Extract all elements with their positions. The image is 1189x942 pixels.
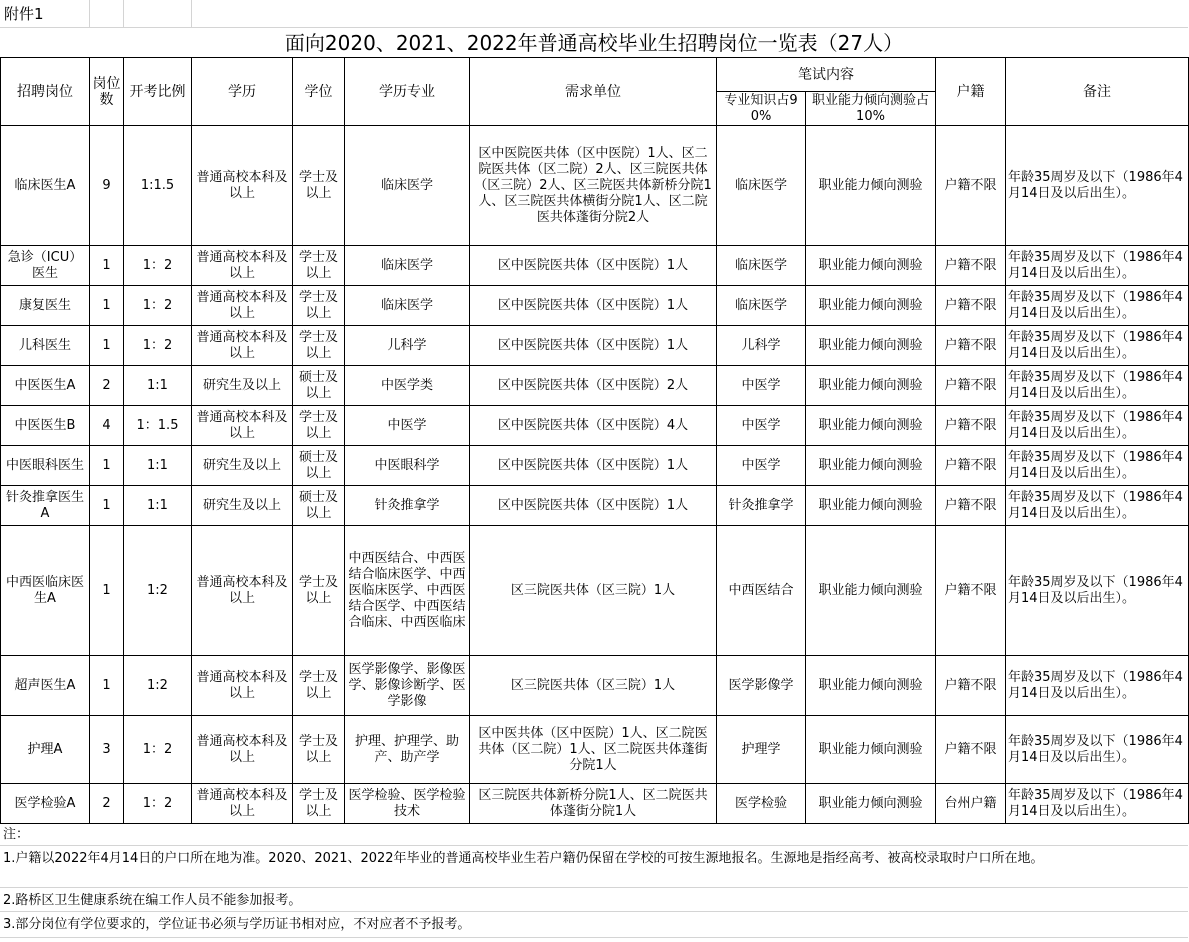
- cell-major: 医学检验、医学检验技术: [345, 784, 470, 824]
- page-title: 面向2020、2021、2022年普通高校毕业生招聘岗位一览表（27人）: [284, 31, 904, 55]
- cell-remarks: 年龄35周岁及以下（1986年4月14日及以后出生）。: [1006, 326, 1189, 366]
- cell-major: 针灸推拿学: [345, 486, 470, 526]
- header-exam: 笔试内容: [717, 58, 936, 92]
- cell-degree: 学士及以上: [293, 526, 345, 656]
- cell-unit: 区中医院医共体（区中医院）1人: [470, 446, 717, 486]
- table-row: [1, 406, 1189, 446]
- cell-education: 普通高校本科及以上: [192, 286, 293, 326]
- cell-hukou: 户籍不限: [936, 656, 1006, 716]
- cell-position: 中医医生A: [1, 366, 90, 406]
- cell-hukou: 户籍不限: [936, 286, 1006, 326]
- table-row: [1, 784, 1189, 824]
- cell-exam-professional: 医学检验: [717, 784, 806, 824]
- cell-exam-ability: 职业能力倾向测验: [806, 656, 936, 716]
- cell-remarks: 年龄35周岁及以下（1986年4月14日及以后出生）。: [1006, 526, 1189, 656]
- cell-major: 中西医结合、中西医结合临床医学、中西医临床医学、中西医结合医学、中西医结合临床、中西医临床: [345, 526, 470, 656]
- cell-exam-ability: 职业能力倾向测验: [806, 406, 936, 446]
- cell-count: 1: [90, 286, 124, 326]
- cell-count: 1: [90, 656, 124, 716]
- cell-hukou: 户籍不限: [936, 716, 1006, 784]
- cell-exam-professional: 医学影像学: [717, 656, 806, 716]
- cell-hukou: 户籍不限: [936, 246, 1006, 286]
- cell-position: 儿科医生: [1, 326, 90, 366]
- cell-unit: 区中医共体（区中医院）1人、区二院医共体（区二院）1人、区二院医共体蓬街分院1人: [470, 716, 717, 784]
- cell-hukou: 户籍不限: [936, 486, 1006, 526]
- cell-remarks: 年龄35周岁及以下（1986年4月14日及以后出生）。: [1006, 784, 1189, 824]
- cell-exam-professional: 针灸推拿学: [717, 486, 806, 526]
- cell-count: 2: [90, 784, 124, 824]
- cell-education: 研究生及以上: [192, 446, 293, 486]
- cell-count: 1: [90, 326, 124, 366]
- cell-hukou: 户籍不限: [936, 326, 1006, 366]
- cell-education: 普通高校本科及以上: [192, 326, 293, 366]
- cell-count: 1: [90, 486, 124, 526]
- cell-education: 研究生及以上: [192, 486, 293, 526]
- header-hukou: 户籍: [936, 58, 1006, 126]
- cell-remarks: 年龄35周岁及以下（1986年4月14日及以后出生）。: [1006, 716, 1189, 784]
- note-item: 1.户籍以2022年4月14日的户口所在地为准。2020、2021、2022年毕业的普通高校毕业生若户籍仍保留在学校的可按生源地报名。生源地是指经高考、被高校录取时户口所在地。: [0, 846, 1188, 888]
- cell-ratio: 1:1.5: [124, 126, 192, 246]
- cell-exam-ability: 职业能力倾向测验: [806, 326, 936, 366]
- header-position: 招聘岗位: [1, 58, 90, 126]
- cell-ratio: 1：2: [124, 326, 192, 366]
- cell-exam-ability: 职业能力倾向测验: [806, 126, 936, 246]
- header-major: 学历专业: [345, 58, 470, 126]
- cell-degree: 学士及以上: [293, 656, 345, 716]
- cell-remarks: 年龄35周岁及以下（1986年4月14日及以后出生）。: [1006, 286, 1189, 326]
- cell-education: 普通高校本科及以上: [192, 526, 293, 656]
- cell-exam-ability: 职业能力倾向测验: [806, 446, 936, 486]
- table-row: [1, 446, 1189, 486]
- header-unit: 需求单位: [470, 58, 717, 126]
- cell-education: 普通高校本科及以上: [192, 406, 293, 446]
- cell-degree: 学士及以上: [293, 326, 345, 366]
- cell-exam-professional: 中医学: [717, 366, 806, 406]
- cell-count: 4: [90, 406, 124, 446]
- cell-ratio: 1:2: [124, 656, 192, 716]
- cell-education: 普通高校本科及以上: [192, 126, 293, 246]
- positions-table: [0, 57, 1189, 824]
- cell-count: 1: [90, 526, 124, 656]
- cell-remarks: 年龄35周岁及以下（1986年4月14日及以后出生）。: [1006, 656, 1189, 716]
- cell-degree: 硕士及以上: [293, 366, 345, 406]
- cell-remarks: 年龄35周岁及以下（1986年4月14日及以后出生）。: [1006, 126, 1189, 246]
- cell-remarks: 年龄35周岁及以下（1986年4月14日及以后出生）。: [1006, 246, 1189, 286]
- cell-degree: 硕士及以上: [293, 486, 345, 526]
- cell-ratio: 1：2: [124, 246, 192, 286]
- cell-position: 中西医临床医生A: [1, 526, 90, 656]
- table-row: [1, 326, 1189, 366]
- cell-remarks: 年龄35周岁及以下（1986年4月14日及以后出生）。: [1006, 406, 1189, 446]
- header-ratio: 开考比例: [124, 58, 192, 126]
- cell-exam-ability: 职业能力倾向测验: [806, 366, 936, 406]
- cell-degree: 学士及以上: [293, 286, 345, 326]
- cell-education: 普通高校本科及以上: [192, 656, 293, 716]
- cell-exam-professional: 临床医学: [717, 286, 806, 326]
- cell-ratio: 1：2: [124, 716, 192, 784]
- cell-hukou: 户籍不限: [936, 526, 1006, 656]
- cell-unit: 区中医院医共体（区中医院）2人: [470, 366, 717, 406]
- attachment-label: 附件1: [4, 5, 44, 23]
- grid-line: [89, 0, 90, 28]
- cell-major: 护理、护理学、助产、助产学: [345, 716, 470, 784]
- cell-exam-ability: 职业能力倾向测验: [806, 784, 936, 824]
- header-exam-professional: 专业知识占90%: [717, 92, 806, 126]
- cell-position: 护理A: [1, 716, 90, 784]
- cell-unit: 区三院医共体新桥分院1人、区二院医共体蓬街分院1人: [470, 784, 717, 824]
- cell-unit: 区中医院医共体（区中医院）1人、区二院医共体（区二院）2人、区三院医共体（区三院）2人、区三院医共体新桥分院1人、区三院医共体横街分院1人、区二院医共体蓬街分院2人: [470, 126, 717, 246]
- cell-ratio: 1：2: [124, 286, 192, 326]
- cell-unit: 区中医院医共体（区中医院）1人: [470, 486, 717, 526]
- cell-exam-ability: 职业能力倾向测验: [806, 716, 936, 784]
- table-row: [1, 526, 1189, 656]
- cell-unit: 区三院医共体（区三院）1人: [470, 656, 717, 716]
- cell-position: 针灸推拿医生A: [1, 486, 90, 526]
- cell-degree: 学士及以上: [293, 406, 345, 446]
- note-item: 2.路桥区卫生健康系统在编工作人员不能参加报考。: [0, 888, 1188, 912]
- cell-exam-ability: 职业能力倾向测验: [806, 286, 936, 326]
- cell-hukou: 台州户籍: [936, 784, 1006, 824]
- cell-position: 临床医生A: [1, 126, 90, 246]
- cell-exam-ability: 职业能力倾向测验: [806, 486, 936, 526]
- cell-degree: 硕士及以上: [293, 446, 345, 486]
- table-row: [1, 716, 1189, 784]
- cell-ratio: 1:1: [124, 366, 192, 406]
- cell-hukou: 户籍不限: [936, 126, 1006, 246]
- cell-exam-ability: 职业能力倾向测验: [806, 246, 936, 286]
- header-education: 学历: [192, 58, 293, 126]
- cell-hukou: 户籍不限: [936, 446, 1006, 486]
- cell-unit: 区中医院医共体（区中医院）4人: [470, 406, 717, 446]
- cell-hukou: 户籍不限: [936, 406, 1006, 446]
- cell-position: 医学检验A: [1, 784, 90, 824]
- cell-degree: 学士及以上: [293, 126, 345, 246]
- cell-degree: 学士及以上: [293, 716, 345, 784]
- cell-major: 临床医学: [345, 126, 470, 246]
- cell-ratio: 1：2: [124, 784, 192, 824]
- cell-remarks: 年龄35周岁及以下（1986年4月14日及以后出生）。: [1006, 486, 1189, 526]
- cell-major: 医学影像学、影像医学、影像诊断学、医学影像: [345, 656, 470, 716]
- table-row: [1, 286, 1189, 326]
- cell-ratio: 1:1: [124, 446, 192, 486]
- cell-remarks: 年龄35周岁及以下（1986年4月14日及以后出生）。: [1006, 446, 1189, 486]
- table-row: [1, 126, 1189, 246]
- cell-remarks: 年龄35周岁及以下（1986年4月14日及以后出生）。: [1006, 366, 1189, 406]
- table-row: [1, 656, 1189, 716]
- grid-line: [191, 0, 192, 28]
- cell-exam-professional: 临床医学: [717, 126, 806, 246]
- header-row: [1, 58, 1189, 92]
- cell-major: 临床医学: [345, 246, 470, 286]
- header-remarks: 备注: [1006, 58, 1189, 126]
- cell-major: 儿科学: [345, 326, 470, 366]
- cell-position: 中医眼科医生: [1, 446, 90, 486]
- table-row: [1, 246, 1189, 286]
- table-row: [1, 366, 1189, 406]
- attachment-row: [0, 0, 1188, 28]
- cell-education: 普通高校本科及以上: [192, 784, 293, 824]
- cell-unit: 区中医院医共体（区中医院）1人: [470, 286, 717, 326]
- table-row: [1, 486, 1189, 526]
- cell-exam-professional: 临床医学: [717, 246, 806, 286]
- cell-ratio: 1：1.5: [124, 406, 192, 446]
- cell-hukou: 户籍不限: [936, 366, 1006, 406]
- header-exam-ability: 职业能力倾向测验占10%: [806, 92, 936, 126]
- cell-major: 中医眼科学: [345, 446, 470, 486]
- cell-exam-professional: 中医学: [717, 406, 806, 446]
- cell-count: 1: [90, 246, 124, 286]
- cell-unit: 区中医院医共体（区中医院）1人: [470, 326, 717, 366]
- cell-position: 康复医生: [1, 286, 90, 326]
- cell-exam-professional: 护理学: [717, 716, 806, 784]
- cell-unit: 区三院医共体（区三院）1人: [470, 526, 717, 656]
- cell-degree: 学士及以上: [293, 246, 345, 286]
- header-degree: 学位: [293, 58, 345, 126]
- cell-exam-professional: 中西医结合: [717, 526, 806, 656]
- cell-education: 普通高校本科及以上: [192, 246, 293, 286]
- note-item: 3.部分岗位有学位要求的，学位证书必须与学历证书相对应，不对应者不予报考。: [0, 912, 1188, 938]
- cell-count: 9: [90, 126, 124, 246]
- cell-unit: 区中医院医共体（区中医院）1人: [470, 246, 717, 286]
- cell-major: 临床医学: [345, 286, 470, 326]
- cell-position: 超声医生A: [1, 656, 90, 716]
- cell-education: 普通高校本科及以上: [192, 716, 293, 784]
- cell-exam-professional: 儿科学: [717, 326, 806, 366]
- cell-count: 2: [90, 366, 124, 406]
- cell-count: 1: [90, 446, 124, 486]
- cell-count: 3: [90, 716, 124, 784]
- grid-line: [123, 0, 124, 28]
- cell-degree: 学士及以上: [293, 784, 345, 824]
- cell-position: 中医医生B: [1, 406, 90, 446]
- cell-ratio: 1:2: [124, 526, 192, 656]
- notes-heading: 注：: [0, 826, 1188, 846]
- cell-exam-ability: 职业能力倾向测验: [806, 526, 936, 656]
- cell-major: 中医学类: [345, 366, 470, 406]
- header-count: 岗位数: [90, 58, 124, 126]
- cell-education: 研究生及以上: [192, 366, 293, 406]
- cell-ratio: 1:1: [124, 486, 192, 526]
- cell-exam-professional: 中医学: [717, 446, 806, 486]
- cell-major: 中医学: [345, 406, 470, 446]
- cell-position: 急诊（ICU）医生: [1, 246, 90, 286]
